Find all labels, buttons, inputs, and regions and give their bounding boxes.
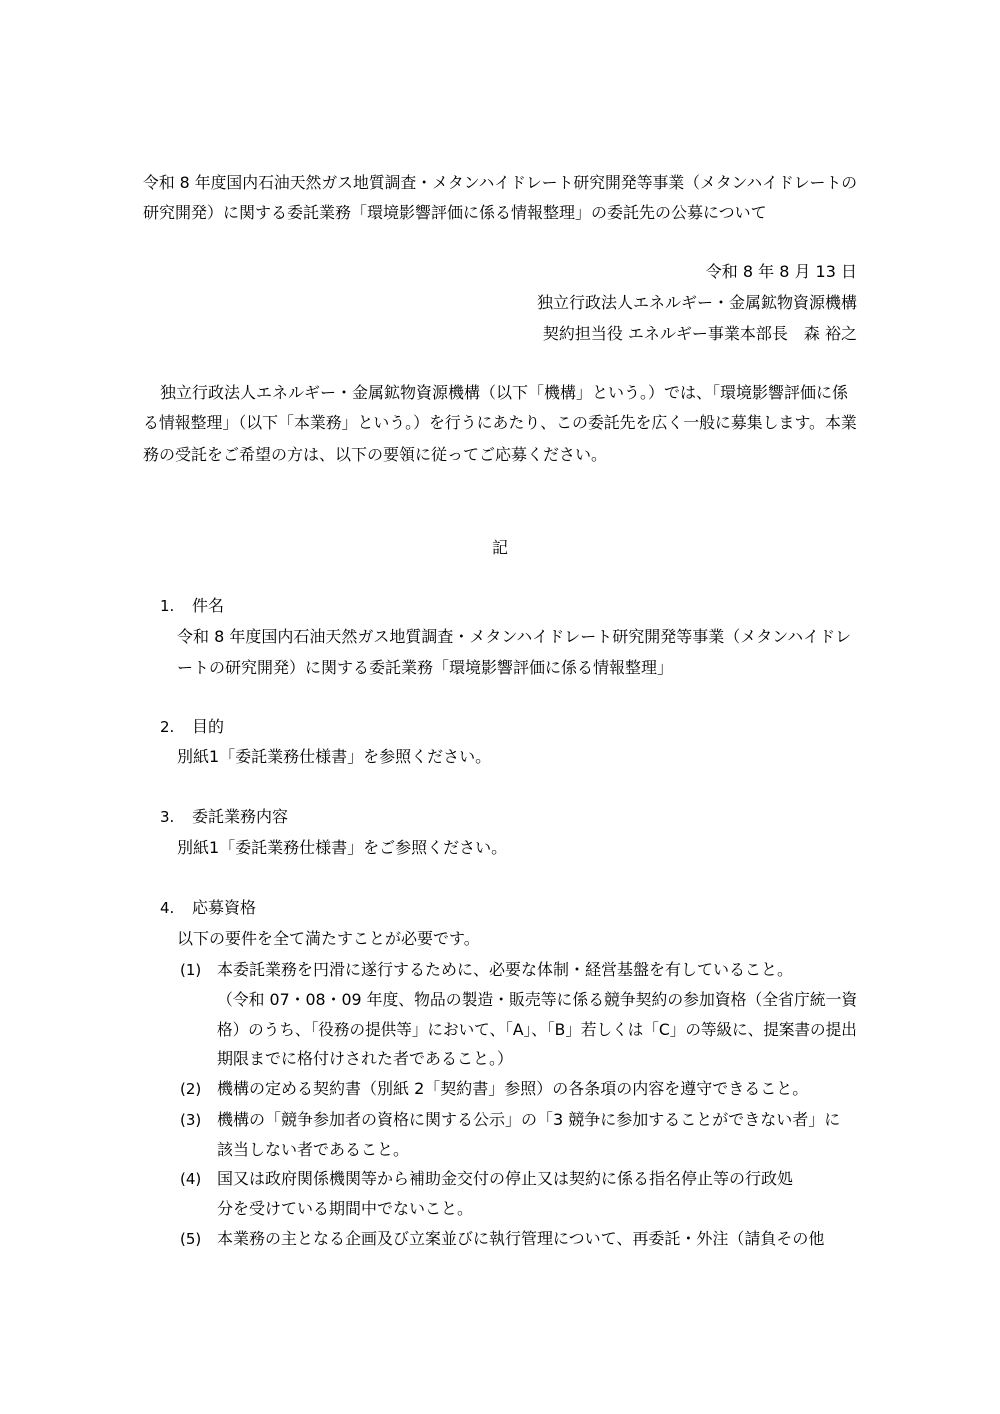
item-2-line-1: 機構の定める契約書（別紙 2「契約書」参照）の各条項の内容を遵守できること。 — [217, 1079, 809, 1098]
section-1-text-line-2: ートの研究開発）に関する委託業務「環境影響評価に係る情報整理」 — [177, 658, 674, 677]
item-1-line-2: （令和 07・08・09 年度、物品の製造・販売等に係る競争契約の参加資格（全省庁統一資 — [217, 990, 858, 1009]
section-3-number: 3. — [160, 808, 175, 826]
intro-line-1: 独立行政法人エネルギー・金属鉱物資源機構（以下「機構」という。）では、「環境影響評価に係 — [160, 383, 849, 402]
section-4-text-line-1: 以下の要件を全て満たすことが必要です。 — [177, 929, 480, 948]
item-4-line-1: 国又は政府関係機関等から補助金交付の停止又は契約に係る指名停止等の行政処 — [217, 1169, 794, 1188]
issue-date: 令和 8 年 8 月 13 日 — [705, 262, 857, 281]
item-1-line-3: 格）のうち、「役務の提供等」において、「A」、「B」若しくは「C」の等級に、提案書の提出 — [217, 1020, 857, 1039]
item-5-line-1: 本業務の主となる企画及び立案並びに執行管理について、再委託・外注（請負その他 — [217, 1229, 825, 1248]
section-2-heading: 目的 — [192, 717, 225, 736]
section-1-heading: 件名 — [192, 596, 225, 615]
section-3-text-line-1: 別紙1「委託業務仕様書」をご参照ください。 — [177, 838, 508, 857]
item-1-line-1: 本委託業務を円滑に遂行するために、必要な体制・経営基盤を有していること。 — [217, 960, 794, 979]
item-4-number: (4) — [180, 1170, 202, 1188]
item-3-line-2: 該当しない者であること。 — [217, 1140, 410, 1159]
ki-heading: 記 — [491, 538, 508, 557]
issuing-organization: 独立行政法人エネルギー・金属鉱物資源機構 — [536, 293, 857, 312]
item-3-line-1: 機構の「競争参加者の資格に関する公示」の「3 競争に参加することができない者」に — [217, 1110, 841, 1129]
item-3-number: (3) — [180, 1111, 202, 1129]
section-2-number: 2. — [160, 718, 175, 736]
section-3-heading: 委託業務内容 — [192, 807, 289, 826]
signatory: 契約担当役 エネルギー事業本部長 森 裕之 — [542, 324, 857, 343]
document-title-line-1: 令和 8 年度国内石油天然ガス地質調査・メタンハイドレート研究開発等事業（メタンハイドレートの — [143, 173, 858, 192]
item-1-line-4: 期限までに格付けされた者であること。） — [217, 1049, 514, 1068]
item-4-line-2: 分を受けている期間中でないこと。 — [217, 1199, 474, 1218]
intro-line-2: る情報整理」（以下「本業務」という。）を行うにあたり、この委託先を広く一般に募集します。本業 — [143, 413, 857, 432]
section-1-text-line-1: 令和 8 年度国内石油天然ガス地質調査・メタンハイドレート研究開発等事業（メタンハイドレ — [177, 627, 852, 646]
document-title-line-2: 研究開発）に関する委託業務「環境影響評価に係る情報整理」の委託先の公募について — [143, 203, 767, 222]
item-2-number: (2) — [180, 1080, 202, 1098]
item-1-number: (1) — [180, 961, 202, 979]
intro-line-3: 務の受託をご希望の方は、以下の要領に従ってご応募ください。 — [143, 445, 608, 464]
item-5-number: (5) — [180, 1230, 202, 1248]
section-1-number: 1. — [160, 597, 175, 615]
section-4-heading: 応募資格 — [192, 898, 257, 917]
section-4-number: 4. — [160, 899, 175, 917]
section-2-text-line-1: 別紙1「委託業務仕様書」を参照ください。 — [177, 747, 492, 766]
